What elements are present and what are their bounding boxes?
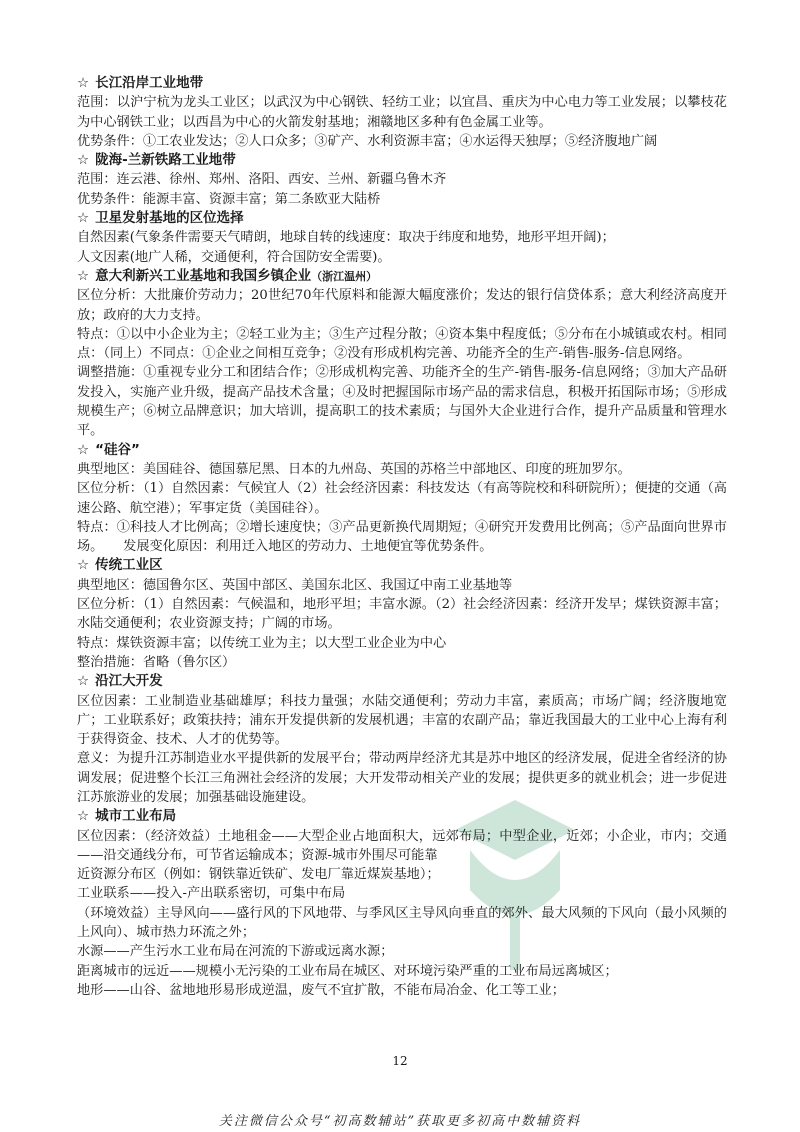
paragraph: 典型地区：德国鲁尔区、英国中部区、美国东北区、我国辽中南工业基地等 xyxy=(77,577,513,593)
paragraph: 工业联系——投入-产出联系密切，可集中布局 xyxy=(77,886,346,902)
paragraph: 范围：连云港、徐州、郑州、洛阳、西安、兰州、新疆乌鲁木齐 xyxy=(77,172,447,188)
paragraph: 整治措施：省略（鲁尔区） xyxy=(77,654,236,670)
paragraph: 自然因素(气象条件需要天气晴朗，地球自转的线速度：取决于纬度和地势，地形平坦开阔)； xyxy=(77,230,615,246)
paragraph: 优势条件：能源丰富、资源丰富；第二条欧亚大陆桥 xyxy=(77,191,381,207)
section-title: 城市工业布局 xyxy=(95,808,177,825)
section-title: 传统工业区 xyxy=(95,557,163,574)
section-title: 陇海-兰新铁路工业地带 xyxy=(95,152,236,169)
paragraph: 典型地区：美国硅谷、德国慕尼黑、日本的九州岛、英国的苏格兰中部地区、印度的班加罗尔。 xyxy=(77,461,631,477)
star-icon: ☆ xyxy=(77,441,90,458)
star-icon: ☆ xyxy=(77,152,90,169)
section-heading xyxy=(77,209,727,228)
page-number: 12 xyxy=(392,1054,408,1068)
paragraph: 地形——山谷、盆地地形易形成逆温，废气不宜扩散，不能布局冶金、化工等工业； xyxy=(77,982,565,998)
paragraph: 特点：①科技人才比例高；②增长速度快；③产品更新换代周期短；④研究开发费用比例高；⑤产品面向世界市场。 发展变化原因：利用迁入地区的劳动力、土地便宜等优势条件。 xyxy=(77,519,727,555)
section-heading xyxy=(77,151,727,170)
paragraph: 区位分析：（1）自然因素：气候宜人（2）社会经济因素：科技发达（有高等院校和科研院所）；便捷的交通（高速公路、航空港）；军事定货（美国硅谷）。 xyxy=(77,481,727,516)
section-heading xyxy=(77,267,727,286)
star-icon: ☆ xyxy=(77,673,90,690)
paragraph: 水源——产生污水工业布局在河流的下游或远离水源； xyxy=(77,944,394,960)
section-heading xyxy=(77,556,727,575)
paragraph: 区位因素：工业制造业基础雄厚；科技力量强；水陆交通便利；劳动力丰富，素质高；市场广阔；经济腹地宽广；工业联系好；政策扶持；浦东开发提供新的发展机遇；丰富的农副产品；靠近我国最大的工业中心上海有利于获得资金、技术、人才的优势等。 xyxy=(77,693,727,748)
paragraph: 范围：以沪宁杭为龙头工业区；以武汉为中心钢铁、轻纺工业；以宜昌、重庆为中心电力等工业发展；以攀枝花为中心钢铁工业；以西昌为中心的火箭发射基地；湘赣地区多种有色金属工业等。 xyxy=(77,95,727,130)
paragraph: 区位因素：（经济效益）土地租金——大型企业占地面积大，远郊布局；中型企业，近郊；小企业，市内；交通——沿交通线分布，可节省运输成本；资源-城市外围尽可能靠 xyxy=(77,828,727,863)
paragraph: 特点：煤铁资源丰富；以传统工业为主；以大型工业企业为中心 xyxy=(77,635,447,651)
section-heading xyxy=(77,672,727,691)
paragraph: 区位分析：大批廉价劳动力；20世纪70年代原料和能源大幅度涨价；发达的银行信贷体系；意大利经济高度开放；政府的大力支持。 xyxy=(77,288,727,323)
section-title: 沿江大开发 xyxy=(95,673,163,690)
paragraph: 距离城市的远近——规模小无污染的工业布局在城区、对环境污染严重的工业布局远离城区； xyxy=(77,963,618,979)
paragraph: 近资源分布区（例如：钢铁靠近铁矿、发电厂靠近煤炭基地）； xyxy=(77,867,440,883)
section-title: 长江沿岸工业地带 xyxy=(95,75,204,91)
section-heading xyxy=(77,74,727,93)
paragraph: 人文因素(地广人稀，交通便利，符合国防安全需要)。 xyxy=(77,249,391,265)
star-icon: ☆ xyxy=(77,210,90,227)
paragraph: 调整措施：①重视专业分工和团结合作；②形成机构完善、功能齐全的生产-销售-服务-信息网络；③加大产品研发投入，实施产业升级，提高产品技术含量；④及时把握国际市场产品的需求信息，积极开拓国际市场；⑤形成规模生产；⑥树立品牌意识；加大培训，提高职工的技术素质；与国外大企业进行合作，提升产品质量和管理水平。 xyxy=(77,365,727,439)
star-icon: ☆ xyxy=(77,557,90,574)
section-heading xyxy=(77,807,727,826)
document-content xyxy=(77,74,727,1000)
paragraph: 优势条件：①工农业发达；②人口众多；③矿产、水利资源丰富；④水运得天独厚；⑤经济腹地广阔 xyxy=(77,133,658,149)
paragraph: 区位分析：（1）自然因素：气候温和，地形平坦；丰富水源。（2）社会经济因素：经济开发早；煤铁资源丰富；水陆交通便利；农业资源支持；广阔的市场。 xyxy=(77,597,727,632)
paragraph: 特点：①以中小企业为主；②轻工业为主；③生产过程分散；④资本集中程度低；⑤分布在小城镇或农村。相同点：（同上）不同点：①企业之间相互竞争；②没有形成机构完善、功能齐全的生产-销售-服务-信息网络。 xyxy=(77,326,727,362)
section-title: 意大利新兴工业基地和我国乡镇企业 xyxy=(95,267,312,284)
star-icon: ☆ xyxy=(77,808,90,825)
paragraph: 意义：为提升江苏制造业水平提供新的发展平台；带动两岸经济尤其是苏中地区的经济发展，促进全省经济的协调发展；促进整个长江三角洲社会经济的发展；大开发带动相关产业的发展；提供更多的就业机会；进一步促进江苏旅游业的发展；加强基础设施建设。 xyxy=(77,751,727,805)
section-title: 卫星发射基地的区位选择 xyxy=(95,210,244,227)
star-icon: ☆ xyxy=(77,75,90,91)
paragraph: （环境效益）主导风向——盛行风的下风地带、与季风区主导风向垂直的郊外、最大风频的下风向（最小风频的上风向）、城市热力环流之外； xyxy=(77,905,727,941)
footer-note: 关注微信公众号“初高数辅站”获取更多初高中数辅资料 xyxy=(218,1114,582,1129)
section-title: “硅谷” xyxy=(95,441,140,458)
star-icon: ☆ xyxy=(77,267,90,284)
section-title-note: （浙江温州） xyxy=(311,269,378,283)
section-heading xyxy=(77,441,727,460)
